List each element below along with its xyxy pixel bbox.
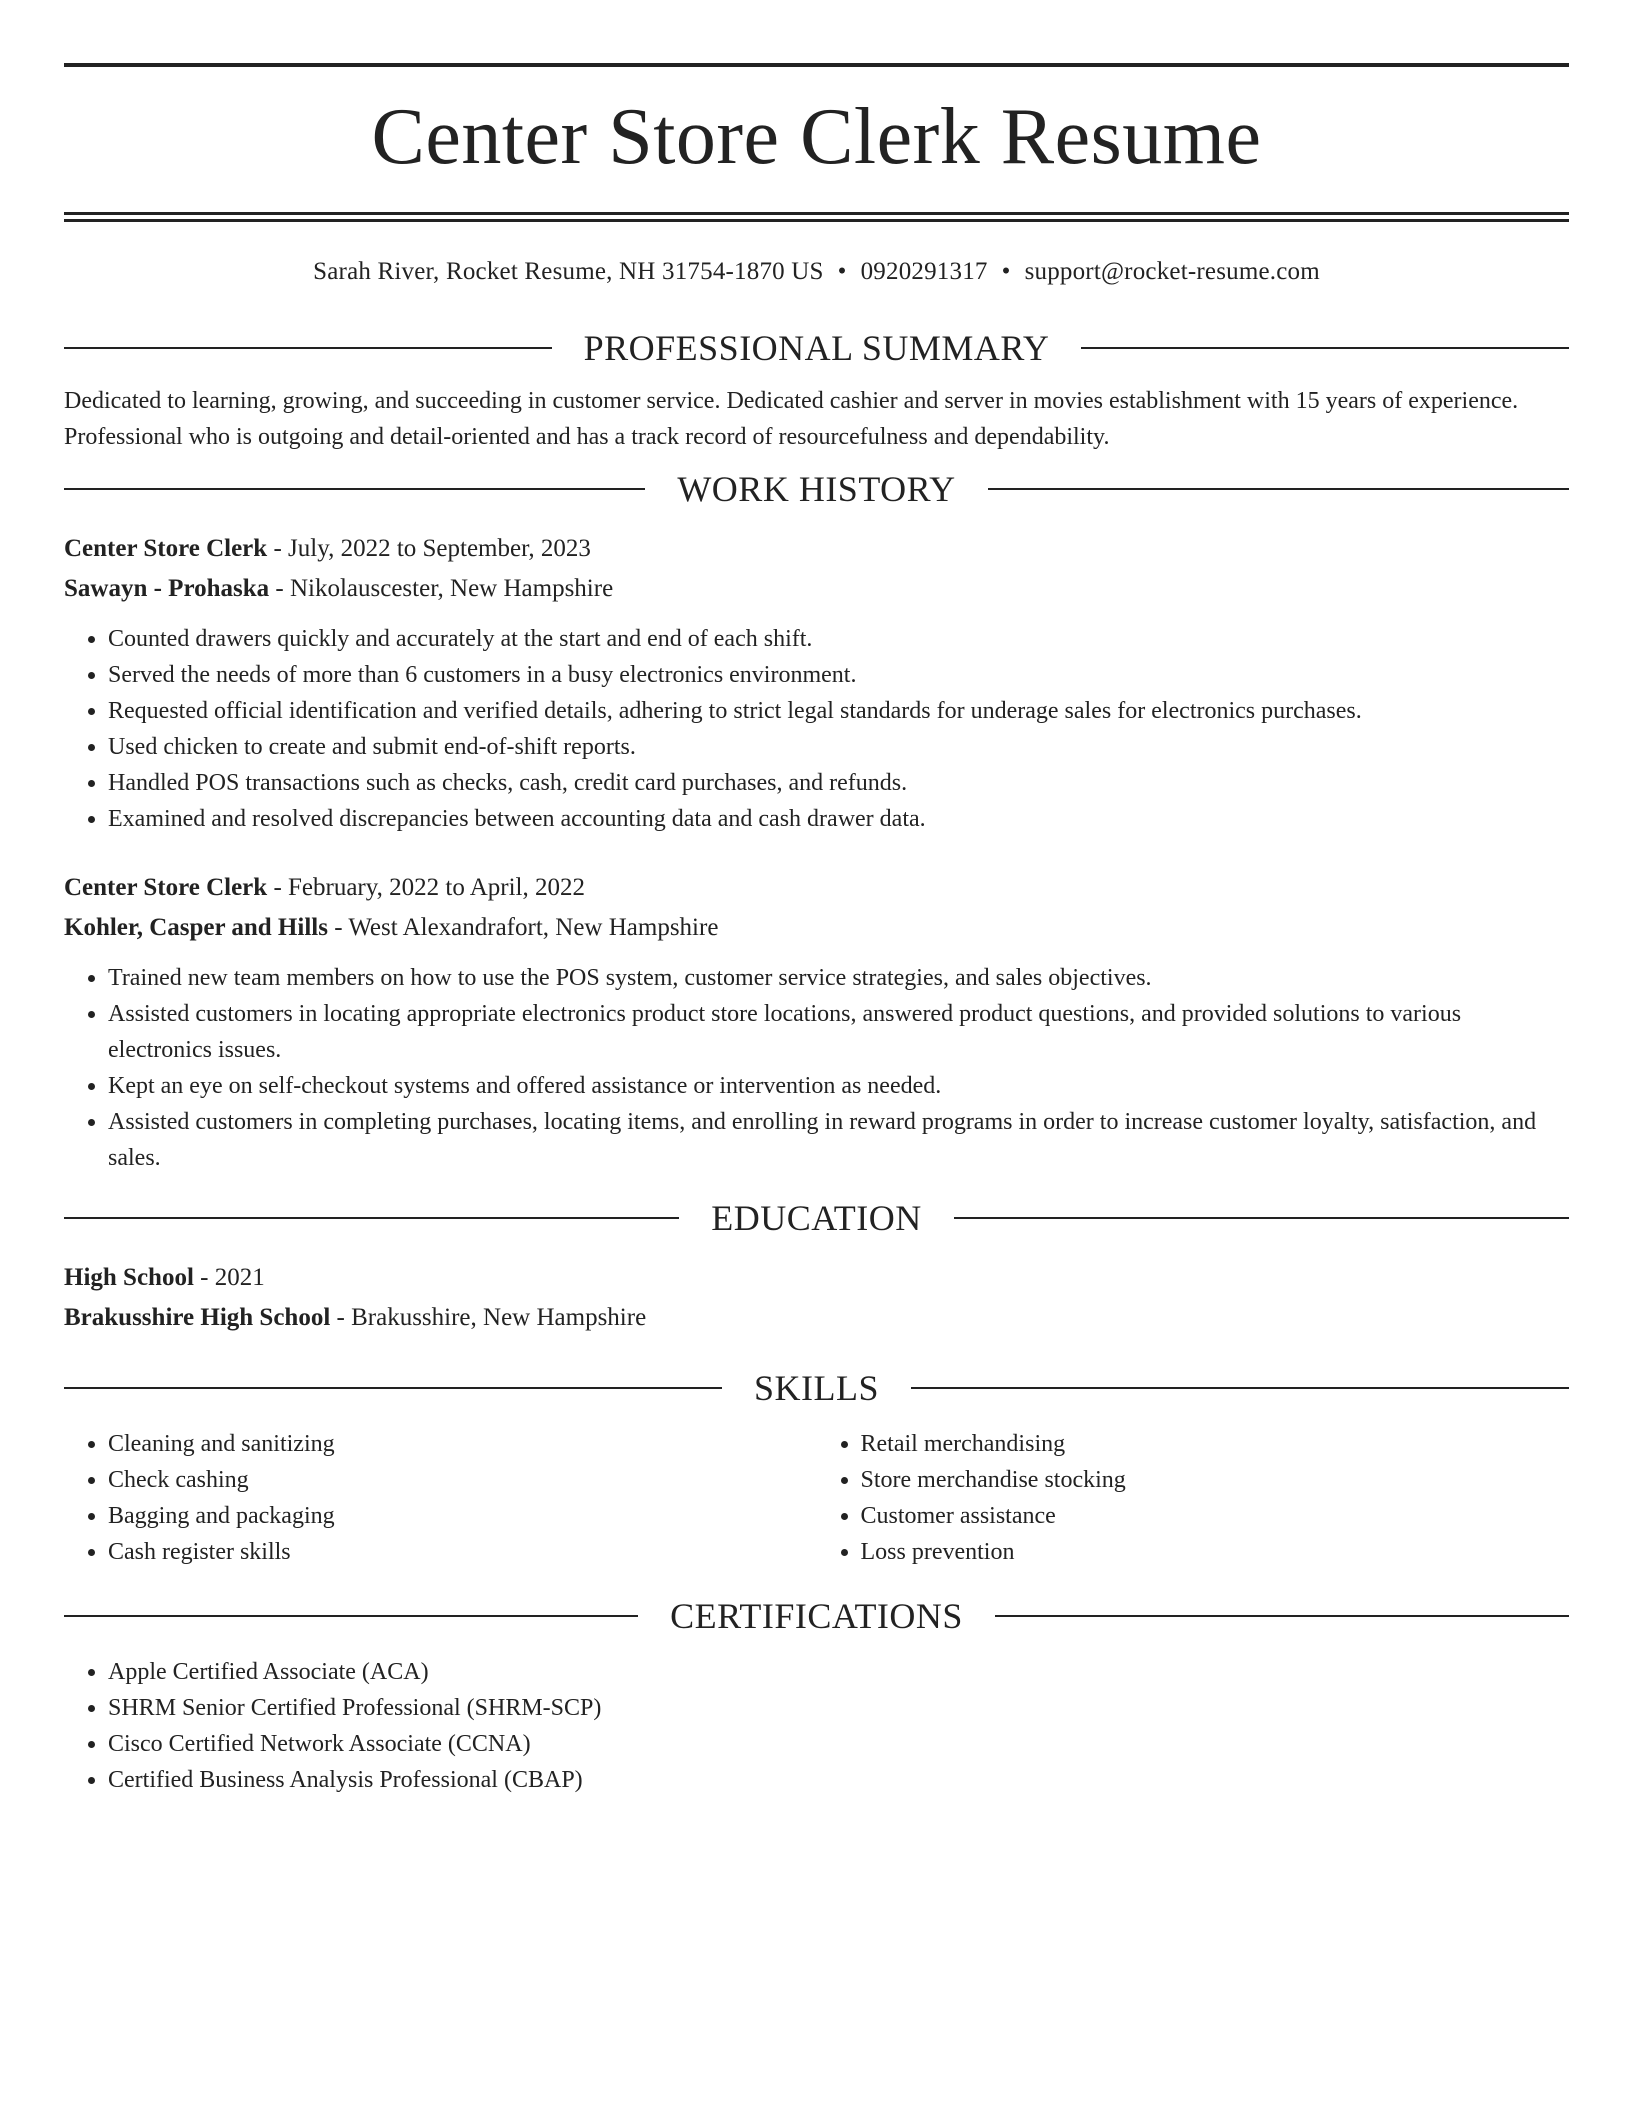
list-item: • Cleaning and sanitizing [108,1426,817,1462]
job-company-line [64,908,1569,948]
job-title: Center Store Clerk [64,874,268,901]
contact-email[interactable]: support@rocket-resume.com [1024,258,1320,285]
divider [64,1387,722,1389]
list-item: • Retail merchandising [861,1426,1570,1462]
list-item: • Requested official identification and verified details, adhering to strict legal standards for underage sales for electronics purchases. [108,693,1569,729]
list-item: • Customer assistance [861,1498,1570,1534]
section-title: SKILLS [754,1368,880,1408]
job-entry [64,529,1569,837]
job-title: Center Store Clerk [64,535,268,562]
job-dates: - February, 2022 to April, 2022 [267,874,585,901]
job-location: - West Alexandrafort, New Hampshire [327,914,719,941]
list-item: • Bagging and packaging [108,1498,817,1534]
list-item: • Cash register skills [108,1534,817,1570]
list-item: • Cisco Certified Network Associate (CCNA) [108,1726,1569,1762]
job-company-line [64,569,1569,609]
divider [911,1387,1569,1389]
list-item: • Counted drawers quickly and accurately at the start and end of each shift. [108,621,1569,657]
contact-separator: • [1001,258,1011,285]
divider [995,1615,1569,1617]
job-company: Sawayn - Prohaska [64,575,270,602]
list-item: • Assisted customers in completing purchases, locating items, and enrolling in reward programs in order to increase customer loyalty, satisfaction, and sales. [108,1104,1569,1176]
contact-separator: • [837,258,847,285]
divider [64,347,552,349]
contact-line [64,255,1569,289]
job-company: Kohler, Casper and Hills [64,914,328,941]
skills-list [64,1426,817,1570]
job-bullets [64,621,1569,837]
section-heading-work-history [64,467,1569,511]
job-title-line [64,868,1569,908]
list-item: • Used chicken to create and submit end-of-shift reports. [108,729,1569,765]
contact-address: Sarah River, Rocket Resume, NH 31754-1870 US [313,258,824,285]
divider [1081,347,1569,349]
list-item: • Kept an eye on self-checkout systems and offered assistance or intervention as needed. [108,1068,1569,1104]
list-item: • Trained new team members on how to use the POS system, customer service strategies, and sales objectives. [108,960,1569,996]
section-title: CERTIFICATIONS [670,1596,963,1636]
list-item: • Apple Certified Associate (ACA) [108,1654,1569,1690]
list-item: • Certified Business Analysis Professional (CBAP) [108,1762,1569,1798]
section-title: EDUCATION [711,1198,922,1238]
skills-grid [64,1426,1569,1570]
list-item: • Check cashing [108,1462,817,1498]
list-item: • Examined and resolved discrepancies between accounting data and cash drawer data. [108,801,1569,837]
contact-phone: 0920291317 [860,258,988,285]
skills-column-right [817,1426,1570,1570]
summary-text: Dedicated to learning, growing, and succeeding in customer service. Dedicated cashier and server in movies establishment with 15 years of experience. Professional who is outgoing and detail-oriented and has a track record of resourcefulness and dependability. [64,388,1519,450]
job-dates: - July, 2022 to September, 2023 [267,535,591,562]
divider [954,1217,1569,1219]
divider [64,1217,679,1219]
section-title: WORK HISTORY [677,469,956,509]
education-location: - Brakusshire, New Hampshire [330,1304,647,1331]
skills-column-left [64,1426,817,1570]
job-entry [64,868,1569,1176]
job-location: - Nikolauscester, New Hampshire [269,575,614,602]
education-degree-line [64,1258,1569,1298]
skills-list [817,1426,1570,1570]
education-year: - 2021 [193,1264,265,1291]
list-item: • Handled POS transactions such as checks, cash, credit card purchases, and refunds. [108,765,1569,801]
divider [64,1615,638,1617]
section-heading-summary [64,326,1569,370]
section-heading-education [64,1196,1569,1240]
certifications-list [64,1654,1569,1798]
title-double-rule [64,212,1569,222]
list-item: • Assisted customers in locating appropriate electronics product store locations, answered product questions, and provided solutions to various electronics issues. [108,996,1569,1068]
list-item: • Served the needs of more than 6 customers in a busy electronics environment. [108,657,1569,693]
section-heading-skills [64,1366,1569,1410]
education-entry [64,1258,1569,1338]
list-item: • SHRM Senior Certified Professional (SHRM-SCP) [108,1690,1569,1726]
job-bullets [64,960,1569,1176]
education-degree: High School [64,1264,194,1291]
education-school-line [64,1298,1569,1338]
list-item: • Store merchandise stocking [861,1462,1570,1498]
divider [988,488,1569,490]
education-school: Brakusshire High School [64,1304,331,1331]
section-title: PROFESSIONAL SUMMARY [583,328,1050,368]
section-heading-certifications [64,1594,1569,1638]
job-title-line [64,529,1569,569]
resume-title: Center Store Clerk Resume [371,93,1262,181]
divider [64,488,645,490]
list-item: • Loss prevention [861,1534,1570,1570]
